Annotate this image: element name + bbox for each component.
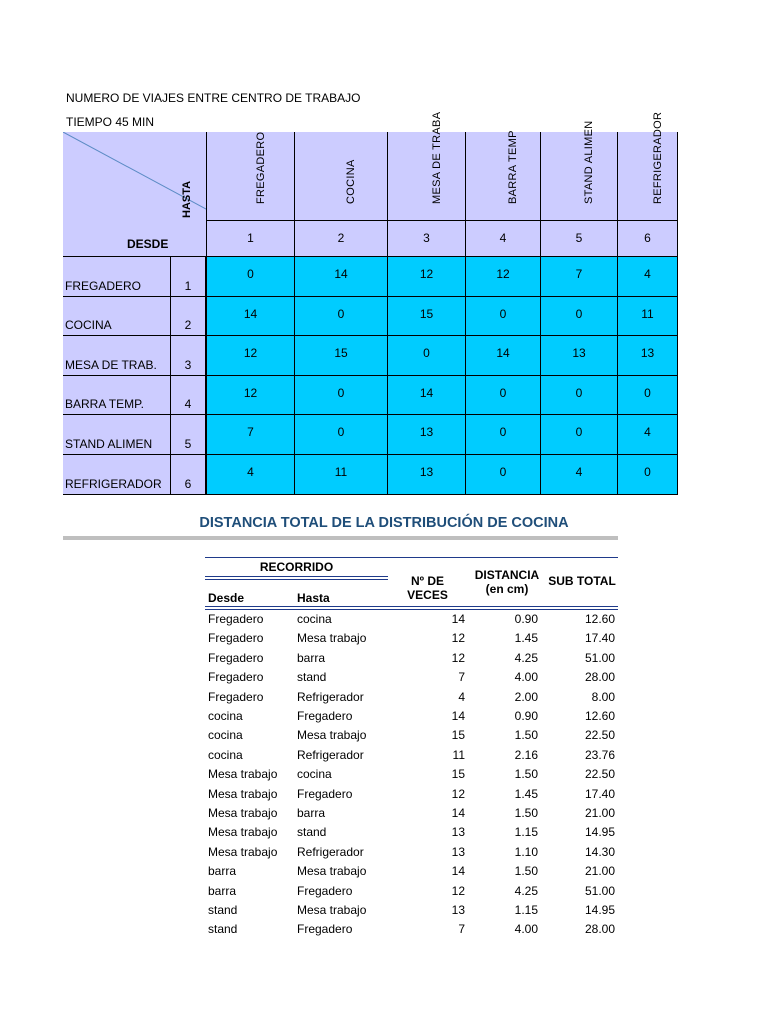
matrix-value-text: 0: [575, 385, 583, 400]
cell-subtotal: 22.50: [584, 767, 615, 782]
column-header-4: [466, 132, 541, 221]
table-row: [205, 728, 618, 747]
distance-title: DISTANCIA TOTAL DE LA DISTRIBUCIÓN DE COCINA: [199, 515, 569, 531]
row-number: 6: [184, 476, 192, 491]
cell-distancia: 4.25: [514, 883, 538, 898]
cell-subtotal: 21.00: [584, 806, 615, 820]
cell-distancia: 0.90: [514, 612, 538, 626]
matrix-value-text: 4: [644, 267, 651, 281]
cell-desde: Mesa trabajo: [208, 786, 278, 801]
row-number: 4: [184, 397, 192, 412]
matrix-value: [295, 376, 388, 416]
matrix-value-text: 4: [575, 465, 583, 479]
table-row: [205, 864, 618, 883]
cell-distancia: 4.00: [514, 670, 538, 685]
column-number-4: [466, 221, 541, 257]
cell-distancia: 2.00: [514, 689, 538, 704]
matrix-value: [618, 297, 678, 337]
matrix-value: [618, 415, 678, 455]
row-number-6: [171, 455, 206, 495]
cell-distancia: 4.00: [514, 922, 538, 937]
heading-trips: NUMERO DE VIAJES ENTRE CENTRO DE TRABAJO: [66, 91, 361, 105]
matrix-value-text: 12: [243, 385, 258, 400]
matrix-value: [466, 376, 541, 416]
cell-desde: cocina: [208, 747, 243, 762]
table-row: [205, 884, 618, 903]
cell-subtotal: 12.60: [584, 612, 615, 626]
matrix-value: [466, 336, 541, 376]
cell-hasta: Mesa trabajo: [297, 728, 367, 743]
cell-subtotal: 14.95: [584, 903, 615, 917]
matrix-value-text: 14: [419, 385, 434, 400]
cell-distancia: 4.25: [514, 650, 538, 665]
matrix-value: [295, 455, 388, 495]
cell-veces: 7: [458, 670, 465, 685]
column-number-3: [388, 221, 466, 257]
matrix-value: [618, 455, 678, 495]
matrix-value-text: 15: [419, 306, 434, 321]
cell-distancia: 1.15: [514, 903, 538, 917]
matrix-value: [388, 297, 466, 337]
matrix-value-text: 0: [575, 425, 583, 440]
cell-hasta: cocina: [297, 767, 332, 782]
matrix-value: [206, 415, 295, 455]
cell-hasta: stand: [297, 825, 327, 840]
cell-distancia: 1.45: [514, 631, 538, 646]
matrix-value: [466, 257, 541, 297]
matrix-value-text: 0: [337, 425, 345, 440]
column-number: 5: [575, 231, 583, 245]
matrix-value: [206, 257, 295, 297]
column-header-1: [206, 132, 295, 221]
cell-distancia: 1.45: [514, 786, 538, 801]
matrix-value: [618, 257, 678, 297]
column-number-2: [295, 221, 388, 257]
matrix-value-text: 0: [499, 425, 507, 440]
cell-hasta: Mesa trabajo: [297, 903, 367, 917]
cell-desde: barra: [208, 883, 237, 898]
header-desde: Desde: [208, 591, 245, 605]
table-row: [205, 845, 618, 864]
cell-desde: Mesa trabajo: [208, 825, 278, 840]
cell-subtotal: 14.30: [584, 844, 615, 859]
matrix-value-text: 13: [419, 425, 434, 440]
row-name: REFRIGERADOR: [65, 476, 162, 491]
hasta-label: HASTA: [181, 180, 193, 218]
cell-subtotal: 17.40: [584, 631, 615, 646]
matrix-value: [541, 455, 618, 495]
row-number-5: [171, 415, 206, 455]
table-row: [205, 631, 618, 650]
recorrido-rule: [205, 576, 388, 577]
table-row: [205, 748, 618, 767]
cell-distancia: 1.50: [514, 864, 538, 879]
cell-veces: 14: [451, 864, 465, 879]
cell-subtotal: 51.00: [584, 883, 615, 898]
matrix-value: [206, 336, 295, 376]
desde-label: DESDE: [127, 237, 169, 251]
matrix-value: [388, 336, 466, 376]
row-name-2: [63, 297, 171, 337]
cell-hasta: cocina: [297, 612, 332, 626]
cell-distancia: 1.15: [514, 825, 538, 840]
matrix-value-text: 11: [641, 306, 654, 321]
cell-desde: Fregadero: [208, 631, 264, 646]
row-number-1: [171, 257, 206, 297]
column-number: 1: [247, 231, 254, 245]
matrix-value: [541, 415, 618, 455]
cell-distancia: 1.50: [514, 806, 538, 820]
matrix-value: [206, 376, 295, 416]
cell-subtotal: 17.40: [584, 786, 615, 801]
row-number: 1: [184, 278, 192, 293]
table-row: [205, 709, 618, 728]
row-number-2: [171, 297, 206, 337]
matrix-value: [388, 415, 466, 455]
cell-distancia: 1.50: [514, 767, 538, 782]
row-name: FREGADERO: [65, 278, 142, 293]
cell-veces: 14: [451, 806, 465, 820]
table-row: [205, 767, 618, 786]
table-row: [205, 651, 618, 670]
cell-veces: 7: [458, 922, 465, 937]
cell-veces: 12: [451, 631, 465, 646]
matrix-value-text: 4: [644, 425, 651, 440]
matrix-value: [541, 257, 618, 297]
cell-distancia: 2.16: [514, 747, 538, 762]
row-number: 5: [184, 436, 192, 451]
matrix-value: [541, 336, 618, 376]
cell-hasta: barra: [297, 806, 326, 820]
cell-distancia: 1.10: [514, 844, 538, 859]
header-bottom-rule: [205, 606, 618, 607]
matrix-value-text: 0: [423, 346, 430, 361]
cell-desde: barra: [208, 864, 237, 879]
column-name: MESA DE TRABA: [430, 111, 443, 204]
matrix-value-text: 14: [496, 346, 510, 361]
row-number: 3: [184, 357, 192, 372]
table-row: [205, 922, 618, 941]
header-distancia-unit: (en cm): [485, 582, 529, 596]
matrix-value-text: 15: [334, 346, 348, 361]
matrix-value: [618, 376, 678, 416]
cell-desde: Fregadero: [208, 689, 264, 704]
matrix-value-text: 12: [496, 267, 510, 281]
matrix-value: [388, 455, 466, 495]
recorrido-rule-2: [205, 579, 388, 580]
cell-subtotal: 12.60: [584, 709, 615, 723]
cell-subtotal: 28.00: [584, 922, 615, 937]
header-veces: Nº DE VECES: [407, 574, 448, 602]
cell-veces: 12: [451, 883, 465, 898]
matrix-value-text: 0: [499, 306, 507, 321]
header-hasta: Hasta: [297, 591, 330, 605]
matrix-value-text: 11: [334, 465, 348, 479]
cell-hasta: Refrigerador: [297, 689, 364, 704]
column-number: 4: [499, 231, 507, 245]
matrix-value-text: 0: [499, 465, 507, 479]
cell-subtotal: 8.00: [591, 689, 615, 704]
matrix-value: [541, 376, 618, 416]
cell-distancia: 1.50: [514, 728, 538, 743]
table-row: [205, 612, 618, 631]
row-name-6: [63, 455, 171, 495]
cell-hasta: barra: [297, 650, 326, 665]
matrix-value: [466, 455, 541, 495]
column-number-6: [618, 221, 678, 257]
cell-desde: cocina: [208, 709, 243, 723]
cell-distancia: 0.90: [514, 709, 538, 723]
matrix-value-text: 0: [337, 385, 345, 400]
cell-veces: 14: [451, 709, 465, 723]
column-number-1: [206, 221, 295, 257]
cell-veces: 11: [452, 747, 465, 762]
cell-veces: 15: [451, 767, 465, 782]
row-number: 2: [184, 318, 192, 333]
cell-desde: stand: [208, 903, 238, 917]
column-number: 3: [423, 231, 430, 245]
row-name: COCINA: [65, 318, 112, 333]
matrix-value-text: 13: [640, 346, 655, 361]
matrix-value-text: 13: [572, 346, 586, 361]
matrix-value-text: 7: [575, 267, 583, 281]
matrix-value-text: 0: [247, 267, 254, 281]
cell-veces: 12: [451, 786, 465, 801]
row-number-4: [171, 376, 206, 416]
table-row: [205, 903, 618, 922]
header-subtotal: SUB TOTAL: [548, 574, 616, 588]
row-name-3: [63, 336, 171, 376]
matrix-value: [541, 297, 618, 337]
cell-desde: Fregadero: [208, 670, 264, 685]
cell-desde: Fregadero: [208, 612, 264, 626]
cell-subtotal: 51.00: [584, 650, 615, 665]
cell-desde: Mesa trabajo: [208, 806, 278, 820]
column-number: 2: [337, 231, 345, 245]
cell-desde: stand: [208, 922, 238, 937]
cell-veces: 13: [451, 825, 465, 840]
cell-hasta: Fregadero: [297, 709, 353, 723]
cell-subtotal: 23.76: [584, 747, 615, 762]
header-recorrido: RECORRIDO: [259, 560, 334, 574]
cell-veces: 12: [451, 650, 465, 665]
column-number: 6: [644, 231, 651, 245]
matrix-value: [388, 257, 466, 297]
column-name: FREGADERO: [254, 131, 267, 204]
matrix-value: [206, 455, 295, 495]
matrix-value-text: 12: [243, 346, 258, 361]
matrix-value-text: 0: [337, 306, 345, 321]
cell-hasta: Fregadero: [297, 786, 353, 801]
matrix-value: [295, 297, 388, 337]
cell-veces: 13: [451, 844, 465, 859]
cell-hasta: stand: [297, 670, 327, 685]
header-distancia: DISTANCIA: [474, 568, 540, 582]
title-underline: [63, 536, 618, 540]
column-name: BARRA TEMP: [507, 130, 519, 204]
matrix-value: [618, 336, 678, 376]
matrix-value-text: 0: [644, 385, 651, 400]
column-name: COCINA: [345, 159, 357, 204]
cell-hasta: Mesa trabajo: [297, 631, 367, 646]
row-number-3: [171, 336, 206, 376]
matrix-value: [295, 415, 388, 455]
row-name: BARRA TEMP.: [65, 397, 144, 412]
cell-subtotal: 22.50: [584, 728, 615, 743]
matrix-value: [466, 297, 541, 337]
row-name: STAND ALIMEN: [65, 436, 153, 451]
matrix-value-text: 0: [575, 306, 583, 321]
cell-hasta: Refrigerador: [297, 747, 364, 762]
cell-veces: 15: [451, 728, 465, 743]
column-header-3: [388, 111, 466, 221]
cell-subtotal: 14.95: [584, 825, 615, 840]
matrix-value-text: 14: [243, 306, 258, 321]
row-name-1: [63, 257, 171, 297]
cell-desde: Mesa trabajo: [208, 767, 278, 782]
column-header-2: [295, 132, 388, 221]
matrix-value: [295, 336, 388, 376]
table-row: [205, 670, 618, 689]
row-name-5: [63, 415, 171, 455]
matrix-value-text: 4: [247, 465, 254, 479]
column-header-5: [541, 120, 618, 221]
cell-hasta: Fregadero: [297, 922, 353, 937]
matrix-value: [388, 376, 466, 416]
heading-time: TIEMPO 45 MIN: [66, 115, 155, 129]
column-number-5: [541, 221, 618, 257]
column-name: REFRIGERADOR: [651, 111, 664, 204]
matrix-value-text: 14: [334, 267, 348, 281]
cell-veces: 4: [458, 689, 465, 704]
matrix-value-text: 0: [644, 465, 651, 479]
matrix-value: [466, 415, 541, 455]
cell-desde: Mesa trabajo: [208, 844, 278, 859]
matrix-value-text: 7: [247, 425, 254, 440]
matrix-value: [206, 297, 295, 337]
cell-hasta: Fregadero: [297, 883, 353, 898]
table-row: [205, 825, 618, 844]
cell-desde: cocina: [208, 728, 243, 743]
table-top-rule: [205, 557, 618, 558]
matrix-value-text: 0: [499, 385, 507, 400]
row-name: MESA DE TRAB.: [65, 357, 157, 372]
table-row: [205, 690, 618, 709]
cell-hasta: Refrigerador: [297, 844, 364, 859]
table-row: [205, 787, 618, 806]
matrix-value: [295, 257, 388, 297]
cell-veces: 13: [451, 903, 465, 917]
matrix-value-text: 13: [419, 465, 434, 479]
row-name-4: [63, 376, 171, 416]
cell-hasta: Mesa trabajo: [297, 864, 367, 879]
column-name: STAND ALIMEN: [583, 120, 595, 204]
cell-veces: 14: [451, 612, 465, 626]
header-bottom-rule-2: [205, 609, 618, 610]
cell-subtotal: 21.00: [584, 864, 615, 879]
matrix-value-text: 12: [419, 267, 434, 281]
cell-desde: Fregadero: [208, 650, 264, 665]
cell-subtotal: 28.00: [584, 670, 615, 685]
column-header-6: [618, 111, 678, 221]
table-row: [205, 806, 618, 825]
